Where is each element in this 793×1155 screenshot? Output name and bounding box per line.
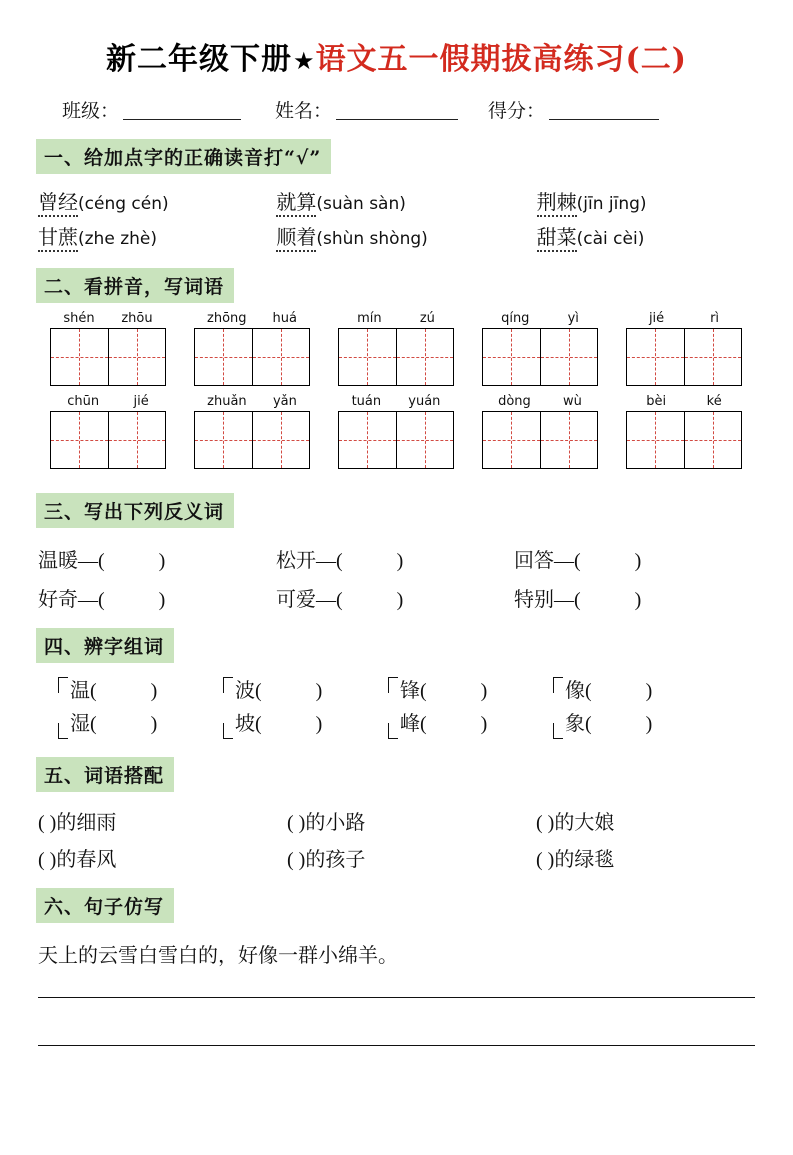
- tianzige-cell[interactable]: [684, 329, 742, 385]
- pinyin-box-row: [38, 311, 763, 386]
- char-prompt: 坡(: [235, 713, 262, 735]
- section-6-heading: 六、句子仿写: [36, 888, 174, 923]
- pinyin-pair: [626, 394, 742, 409]
- tianzige-cell[interactable]: [396, 412, 454, 468]
- pinyin-box-item: [470, 311, 610, 386]
- section-1-heading: 一、给加点字的正确读音打“√”: [36, 139, 331, 174]
- answer-writing-line[interactable]: [38, 996, 755, 998]
- tianzige-cell[interactable]: [483, 329, 540, 385]
- paren-close: ): [315, 713, 323, 735]
- antonym-item[interactable]: [38, 544, 276, 573]
- char-prompt: 温(: [70, 680, 97, 702]
- char-prompt: 波(: [235, 680, 262, 702]
- section-3-row: [0, 583, 793, 612]
- student-info-row: [0, 96, 793, 123]
- pinyin-options: (cài cèi): [576, 229, 645, 249]
- pinyin-syllable: zhōu: [121, 311, 153, 326]
- char-word-line[interactable]: [235, 675, 322, 708]
- tianzige-box[interactable]: [50, 411, 166, 469]
- pinyin-syllable: bèi: [646, 394, 667, 409]
- section-5-row: [0, 806, 793, 835]
- pinyin-syllable: jié: [133, 394, 149, 409]
- pinyin-syllable: mín: [357, 311, 382, 326]
- pinyin-box-item: [614, 311, 754, 386]
- collocation-item[interactable]: ( )的春风: [38, 849, 117, 871]
- pinyin-options: (zhe zhè): [78, 229, 157, 249]
- paren-close: ): [396, 550, 404, 572]
- worksheet-page: [0, 34, 793, 1155]
- char-pair-group[interactable]: [553, 675, 718, 741]
- brace-icon: [553, 675, 563, 741]
- paren-close: ): [150, 713, 158, 735]
- pinyin-box-item: [614, 394, 754, 469]
- antonym-item[interactable]: [514, 544, 752, 573]
- tianzige-cell[interactable]: [684, 412, 742, 468]
- name-blank[interactable]: [336, 118, 458, 120]
- title-black-part: 新二年级下册: [106, 42, 293, 77]
- tianzige-cell[interactable]: [339, 329, 396, 385]
- brace-icon: [223, 675, 233, 741]
- char-prompt: 像(: [565, 680, 592, 702]
- char-pair-group[interactable]: [58, 675, 223, 741]
- tianzige-cell[interactable]: [396, 329, 454, 385]
- collocation-item[interactable]: ( )的细雨: [38, 812, 117, 834]
- tianzige-cell[interactable]: [252, 412, 310, 468]
- title-red-part: 语文五一假期拔高练习(二): [315, 42, 687, 77]
- pinyin-pair: [194, 394, 310, 409]
- tianzige-cell[interactable]: [108, 329, 166, 385]
- pinyin-syllable: wù: [563, 394, 582, 409]
- pinyin-syllable: tuán: [351, 394, 382, 409]
- tianzige-box[interactable]: [338, 411, 454, 469]
- page-title: [0, 34, 793, 78]
- tianzige-cell[interactable]: [627, 412, 684, 468]
- name-label: 姓名：: [275, 101, 333, 122]
- pinyin-options: (shùn shòng): [316, 229, 428, 249]
- pinyin-syllable: dòng: [498, 394, 531, 409]
- pronunciation-item[interactable]: [38, 221, 254, 250]
- pinyin-syllable: qíng: [501, 311, 530, 326]
- pinyin-syllable: shén: [63, 311, 95, 326]
- antonym-item[interactable]: [276, 583, 514, 612]
- pronunciation-item[interactable]: [493, 221, 753, 250]
- paren-close: ): [396, 589, 404, 611]
- name-field: [275, 96, 458, 123]
- score-blank[interactable]: [549, 118, 659, 120]
- tianzige-cell[interactable]: [195, 329, 252, 385]
- pinyin-syllable: yuán: [408, 394, 441, 409]
- pinyin-pair: [50, 394, 166, 409]
- pinyin-syllable: yǎn: [272, 394, 297, 409]
- pinyin-box-item: [470, 394, 610, 469]
- paren-close: ): [158, 550, 166, 572]
- pinyin-box-row: [38, 394, 763, 469]
- paren-close: ): [645, 680, 653, 702]
- section-2-grid: [0, 309, 793, 469]
- word-text: 顺着: [276, 227, 316, 252]
- word-text: 甘蔗: [38, 227, 78, 252]
- pinyin-syllable: jié: [648, 311, 665, 326]
- section-5-heading: 五、词语搭配: [36, 757, 174, 792]
- class-blank[interactable]: [123, 118, 241, 120]
- pinyin-syllable: yì: [567, 311, 579, 326]
- score-field: [488, 96, 659, 123]
- char-prompt: 锋(: [400, 680, 427, 702]
- tianzige-box[interactable]: [50, 328, 166, 386]
- pinyin-syllable: chūn: [67, 394, 100, 409]
- pronunciation-item[interactable]: [493, 186, 753, 215]
- tianzige-box[interactable]: [194, 411, 310, 469]
- tianzige-cell[interactable]: [51, 329, 108, 385]
- tianzige-cell[interactable]: [195, 412, 252, 468]
- tianzige-cell[interactable]: [51, 412, 108, 468]
- pinyin-box-item: [38, 394, 178, 469]
- paren-close: ): [315, 680, 323, 702]
- char-word-line[interactable]: [565, 708, 652, 741]
- tianzige-cell[interactable]: [627, 329, 684, 385]
- section-3-heading: 三、写出下列反义词: [36, 493, 234, 528]
- pinyin-syllable: zú: [419, 311, 435, 326]
- char-word-line[interactable]: [400, 708, 487, 741]
- class-label: 班级：: [62, 101, 120, 122]
- tianzige-box[interactable]: [482, 328, 598, 386]
- pinyin-box-item: [182, 311, 322, 386]
- char-pair-group[interactable]: [388, 675, 553, 741]
- pinyin-options: (céng cén): [78, 194, 169, 214]
- section-5-row: [0, 843, 793, 872]
- section-3-row: [0, 544, 793, 573]
- section-1-row: [0, 221, 793, 250]
- collocation-item[interactable]: ( )的孩子: [287, 849, 366, 871]
- star-icon: ★: [293, 49, 315, 75]
- pinyin-box-item: [182, 394, 322, 469]
- pronunciation-item[interactable]: [254, 186, 492, 215]
- class-field: [62, 96, 241, 123]
- section-2-heading: 二、看拼音，写词语: [36, 268, 234, 303]
- tianzige-cell[interactable]: [540, 412, 598, 468]
- example-sentence: 天上的云雪白雪白的，好像一群小绵羊。: [38, 945, 398, 967]
- collocation-item[interactable]: ( )的大娘: [536, 812, 615, 834]
- pinyin-syllable: zhuǎn: [207, 394, 247, 409]
- tianzige-box[interactable]: [194, 328, 310, 386]
- antonym-item[interactable]: [38, 583, 276, 612]
- pinyin-pair: [482, 394, 598, 409]
- pinyin-box-item: [326, 311, 466, 386]
- antonym-item[interactable]: [276, 544, 514, 573]
- antonym-prompt: 回答—(: [514, 550, 581, 572]
- paren-close: ): [480, 680, 488, 702]
- char-word-line[interactable]: [400, 675, 487, 708]
- tianzige-box[interactable]: [626, 411, 742, 469]
- paren-close: ): [480, 713, 488, 735]
- char-pair-group[interactable]: [223, 675, 388, 741]
- pinyin-syllable: zhōng: [207, 311, 247, 326]
- word-text: 就算: [276, 192, 316, 217]
- tianzige-cell[interactable]: [339, 412, 396, 468]
- antonym-prompt: 可爱—(: [276, 589, 343, 611]
- pinyin-syllable: ké: [706, 394, 722, 409]
- antonym-prompt: 特别—(: [514, 589, 581, 611]
- pinyin-pair: [50, 311, 166, 326]
- paren-close: ): [158, 589, 166, 611]
- tianzige-cell[interactable]: [483, 412, 540, 468]
- word-text: 荆棘: [537, 192, 577, 217]
- char-word-line[interactable]: [565, 675, 652, 708]
- answer-writing-line[interactable]: [38, 1044, 755, 1046]
- pinyin-box-item: [326, 394, 466, 469]
- tianzige-cell[interactable]: [252, 329, 310, 385]
- section-4-heading: 四、辨字组词: [36, 628, 174, 663]
- antonym-prompt: 温暖—(: [38, 550, 105, 572]
- pinyin-options: (jīn jīng): [576, 194, 647, 214]
- pinyin-box-item: [38, 311, 178, 386]
- tianzige-cell[interactable]: [540, 329, 598, 385]
- brace-icon: [388, 675, 398, 741]
- paren-close: ): [150, 680, 158, 702]
- char-word-line[interactable]: [235, 708, 322, 741]
- pronunciation-item[interactable]: [254, 221, 492, 250]
- pronunciation-item[interactable]: [38, 186, 254, 215]
- char-prompt: 象(: [565, 713, 592, 735]
- pinyin-pair: [194, 311, 310, 326]
- section-1-row: [0, 186, 793, 215]
- tianzige-box[interactable]: [338, 328, 454, 386]
- paren-close: ): [634, 550, 642, 572]
- pinyin-pair: [338, 311, 454, 326]
- antonym-prompt: 松开—(: [276, 550, 343, 572]
- tianzige-cell[interactable]: [108, 412, 166, 468]
- char-word-line[interactable]: [70, 675, 157, 708]
- pinyin-pair: [626, 311, 742, 326]
- paren-close: ): [645, 713, 653, 735]
- pinyin-syllable: huá: [272, 311, 297, 326]
- score-label: 得分：: [488, 101, 546, 122]
- brace-icon: [58, 675, 68, 741]
- antonym-item[interactable]: [514, 583, 752, 612]
- collocation-item[interactable]: ( )的小路: [287, 812, 366, 834]
- char-prompt: 湿(: [70, 713, 97, 735]
- char-prompt: 峰(: [400, 713, 427, 735]
- collocation-item[interactable]: ( )的绿毯: [536, 849, 615, 871]
- pinyin-pair: [338, 394, 454, 409]
- section-4-row: [0, 669, 793, 741]
- word-text: 甜菜: [537, 227, 577, 252]
- paren-close: ): [634, 589, 642, 611]
- pinyin-options: (suàn sàn): [316, 194, 406, 214]
- tianzige-box[interactable]: [626, 328, 742, 386]
- antonym-prompt: 好奇—(: [38, 589, 105, 611]
- char-word-line[interactable]: [70, 708, 157, 741]
- pinyin-syllable: rì: [710, 311, 720, 326]
- word-text: 曾经: [38, 192, 78, 217]
- tianzige-box[interactable]: [482, 411, 598, 469]
- pinyin-pair: [482, 311, 598, 326]
